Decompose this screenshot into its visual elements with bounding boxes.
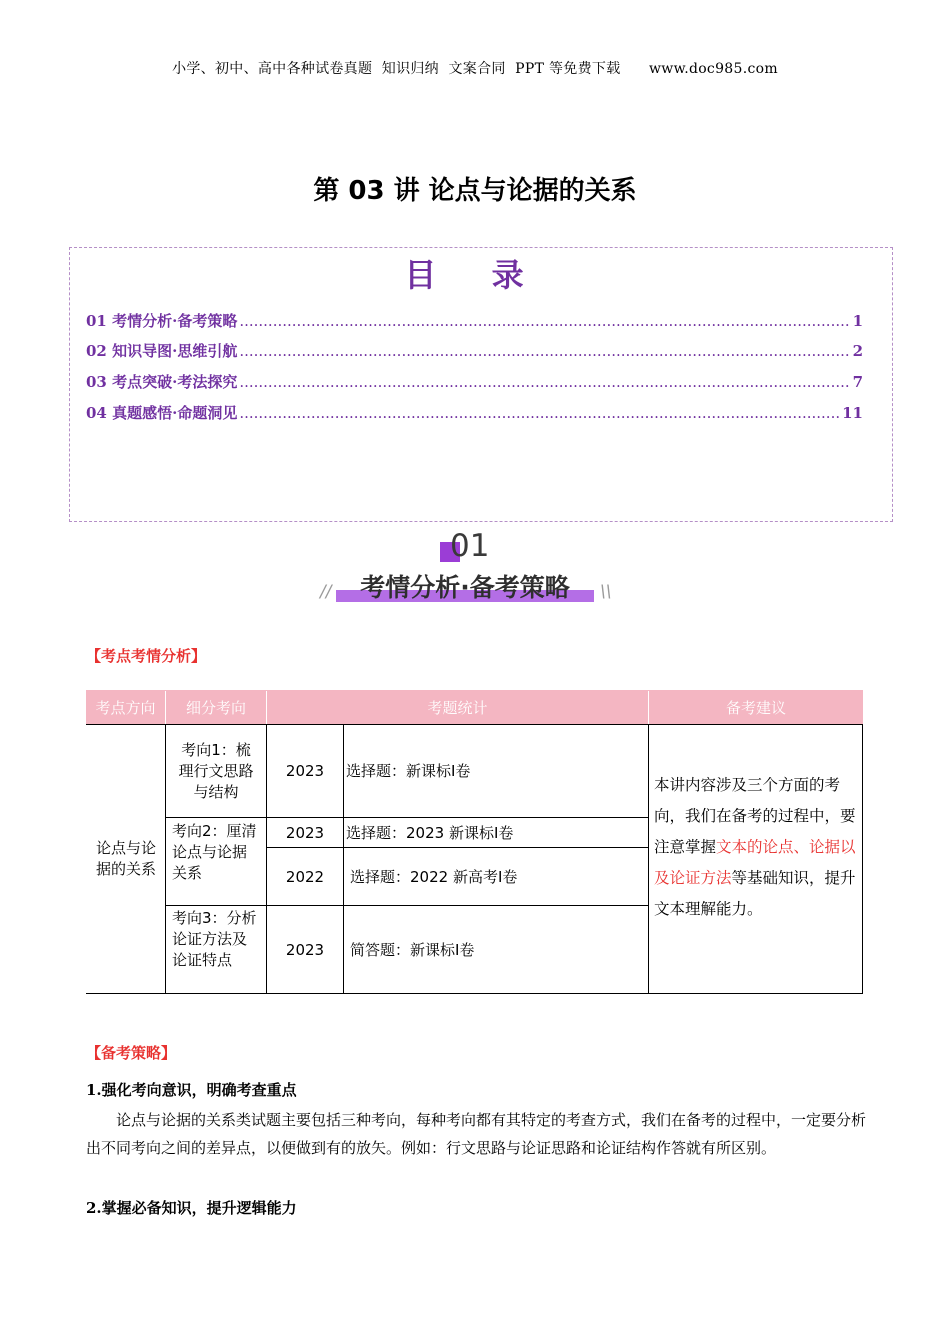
- section-title: 考情分析·备考策略: [360, 573, 570, 602]
- advice-text-end: 等基础知识，提升文本理解能力。: [654, 869, 856, 918]
- toc-leader: [239, 312, 850, 330]
- toc-item[interactable]: [86, 371, 863, 392]
- year-cell: 2022: [285, 867, 325, 886]
- advice-text: 本讲内容涉及三个方面的考向，我们在备考的过程中，要注意掌握: [654, 776, 856, 856]
- strategy-paragraph: 论点与论据的关系类试题主要包括三种考向，每种考向都有其特定的考查方式，我们在备考的过程中，一定要分析出不同考向之间的差异点，以便做到有的放矢。例如：行文思路与论证思路和论证结构作答就有所区别。: [86, 1111, 867, 1157]
- table-header-cell: 细分考向: [166, 690, 266, 724]
- toc-item[interactable]: [86, 310, 863, 331]
- toc-item-page: 7: [852, 373, 863, 391]
- analysis-label: 【考点考情分析】: [86, 647, 207, 665]
- toc-leader: [239, 373, 850, 391]
- strategy-label: 【备考策略】: [86, 1044, 177, 1062]
- question-cell: 选择题：2022 新高考Ⅰ卷: [350, 868, 518, 886]
- toc-leader: [239, 342, 850, 360]
- toc-item-label: 01 考情分析·备考策略: [86, 312, 238, 330]
- toc-item-label: 02 知识导图·思维引航: [86, 342, 238, 360]
- year-cell: 2023: [285, 823, 325, 842]
- toc-heading: 目 录: [404, 256, 546, 294]
- toc-item[interactable]: [86, 402, 863, 423]
- site-header: 小学、初中、高中各种试卷真题 知识归纳 文案合同 PPT 等免费下载 www.doc985.com: [172, 61, 778, 77]
- direction-cell: 考向2：厘清论点与论据关系: [172, 822, 257, 882]
- toc-item-page: 2: [852, 342, 863, 360]
- table-border: [862, 724, 863, 993]
- table-header-cell: 备考建议: [649, 690, 863, 724]
- toc-item-label: 03 考点突破·考法探究: [86, 373, 238, 391]
- toc-item-page: 11: [842, 404, 863, 422]
- table-border: [86, 993, 863, 994]
- toc-item-page: 1: [852, 312, 863, 330]
- toc-leader: [239, 404, 840, 422]
- year-cell: 2023: [285, 761, 325, 780]
- table-header-cell: 考点方向: [86, 690, 165, 724]
- toc-item[interactable]: [86, 340, 863, 361]
- toc-item-label: 04 真题感悟·命题洞见: [86, 404, 238, 422]
- table-border: [165, 724, 166, 993]
- table-header-cell: 考题统计: [267, 690, 648, 724]
- advice-highlight: 文本的论点、论据以及论证方法: [654, 838, 856, 887]
- slash-decoration-right: \\: [600, 582, 612, 602]
- direction-cell: 考向1：梳理行文思路与结构: [178, 741, 254, 801]
- question-cell: 选择题：新课标Ⅰ卷: [346, 762, 471, 780]
- slash-decoration-left: //: [320, 582, 332, 602]
- header-top-border: [86, 690, 863, 691]
- section-number: 01: [450, 528, 490, 564]
- strategy-heading: 1.强化考向意识，明确考查重点: [86, 1081, 297, 1099]
- direction-cell: 考向3：分析论证方法及论证特点: [172, 909, 257, 969]
- question-cell: 选择题：2023 新课标Ⅰ卷: [346, 824, 514, 842]
- strategy-heading: 2.掌握必备知识，提升逻辑能力: [86, 1199, 297, 1217]
- advice-cell: [652, 724, 858, 993]
- document-title: 第 03 讲 论点与论据的关系: [313, 176, 637, 206]
- year-cell: 2023: [285, 940, 325, 959]
- question-cell: 简答题：新课标Ⅰ卷: [350, 941, 475, 959]
- topic-cell: 论点与论据的关系: [95, 838, 156, 878]
- table-border: [648, 724, 649, 993]
